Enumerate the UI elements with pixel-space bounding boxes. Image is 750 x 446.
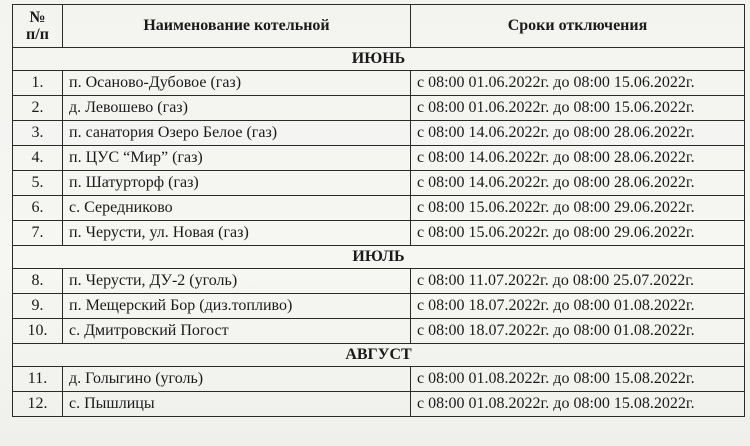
table-row [13,294,745,319]
header-number-line2: п/п [26,26,49,43]
header-shutdown-period: Сроки отключения [411,5,745,48]
table-row [13,319,745,344]
table-row [13,221,745,246]
row-number: 2. [13,96,63,121]
month-header-row [13,246,745,269]
shutdown-period: с 08:00 18.07.2022г. до 08:00 01.08.2022г. [411,294,745,319]
boiler-name: д. Голыгино (уголь) [63,367,411,392]
table-row [13,96,745,121]
boiler-name: п. санатория Озеро Белое (газ) [63,121,411,146]
month-label: ИЮНЬ [13,48,745,71]
shutdown-period: с 08:00 15.06.2022г. до 08:00 29.06.2022г. [411,196,745,221]
header-number [13,5,63,48]
boiler-name: п. Черусти, ул. Новая (газ) [63,221,411,246]
shutdown-period: с 08:00 01.08.2022г. до 08:00 15.08.2022г. [411,367,745,392]
row-number: 1. [13,71,63,96]
header-boiler-name: Наименование котельной [63,5,411,48]
table-header-row [13,5,745,48]
shutdown-period: с 08:00 01.06.2022г. до 08:00 15.06.2022г. [411,96,745,121]
shutdown-period: с 08:00 01.08.2022г. до 08:00 15.08.2022г. [411,392,745,417]
table-body [13,48,745,417]
month-label: ИЮЛЬ [13,246,745,269]
boiler-name: п. ЦУС “Мир” (газ) [63,146,411,171]
shutdown-period: с 08:00 11.07.2022г. до 08:00 25.07.2022г. [411,269,745,294]
row-number: 11. [13,367,63,392]
boiler-name: п. Осаново-Дубовое (газ) [63,71,411,96]
month-header-row [13,48,745,71]
table-row [13,121,745,146]
boiler-name: с. Середниково [63,196,411,221]
table-row [13,269,745,294]
table-row [13,146,745,171]
shutdown-period: с 08:00 01.06.2022г. до 08:00 15.06.2022г. [411,71,745,96]
boiler-name: д. Левошево (газ) [63,96,411,121]
row-number: 12. [13,392,63,417]
month-header-row [13,344,745,367]
table-row [13,71,745,96]
boiler-name: с. Дмитровский Погост [63,319,411,344]
row-number: 9. [13,294,63,319]
table-row [13,367,745,392]
shutdown-period: с 08:00 14.06.2022г. до 08:00 28.06.2022г. [411,121,745,146]
header-number-line1: № [29,9,46,26]
row-number: 6. [13,196,63,221]
boiler-name: с. Пышлицы [63,392,411,417]
shutdown-period: с 08:00 18.07.2022г. до 08:00 01.08.2022г. [411,319,745,344]
month-label: АВГУСТ [13,344,745,367]
boiler-name: п. Мещерский Бор (диз.топливо) [63,294,411,319]
row-number: 4. [13,146,63,171]
shutdown-period: с 08:00 14.06.2022г. до 08:00 28.06.2022г. [411,171,745,196]
table-row [13,196,745,221]
row-number: 7. [13,221,63,246]
boiler-name: п. Черусти, ДУ-2 (уголь) [63,269,411,294]
row-number: 8. [13,269,63,294]
shutdown-period: с 08:00 14.06.2022г. до 08:00 28.06.2022г. [411,146,745,171]
row-number: 5. [13,171,63,196]
shutdown-schedule-table [12,4,745,417]
shutdown-period: с 08:00 15.06.2022г. до 08:00 29.06.2022г. [411,221,745,246]
table-row [13,171,745,196]
boiler-name: п. Шатурторф (газ) [63,171,411,196]
table-row [13,392,745,417]
row-number: 10. [13,319,63,344]
row-number: 3. [13,121,63,146]
